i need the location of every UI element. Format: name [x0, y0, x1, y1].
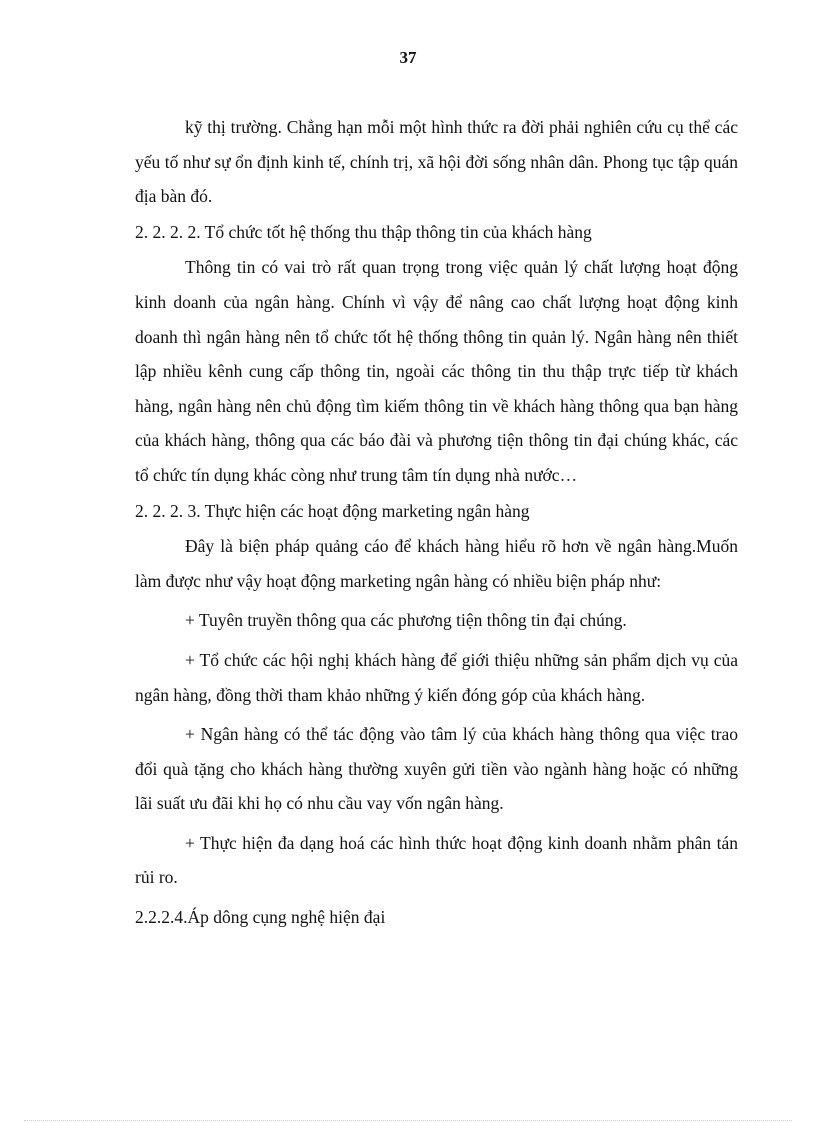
list-item-diversification: + Thực hiện đa dạng hoá các hình thức hoạt động kinh doanh nhằm phân tán rủi ro. [135, 832, 738, 888]
document-body [135, 110, 738, 936]
paragraph-marketing-intro: Đây là biện pháp quảng cáo để khách hàng hiểu rõ hơn về ngân hàng.Muốn làm được như vậy hoạt động marketing ngân hàng có nhiều biện pháp như: [135, 536, 738, 591]
section-heading-2-2-2-4: 2.2.2.4.Áp dông cụng nghệ hiện đại [135, 907, 386, 928]
paragraph-information-system: Thông tin có vai trò rất quan trọng trong việc quản lý chất lượng hoạt động kinh doanh của ngân hàng. Chính vì vậy để nâng cao chất lượng hoạt động kinh doanh thì ngân hàng nên tổ chức tốt hệ thống thông tin quản lý. Ngân hàng nên thiết lập nhiều kênh cung cấp thông tin, ngoài các thông tin thu thập trực tiếp từ khách hàng, ngân hàng nên chủ động tìm kiếm thông tin về khách hàng thông qua bạn hàng của khách hàng, thông qua các báo đài và phương tiện thông tin đại chúng khác, các tổ chức tín dụng khác còng như trung tâm tín dụng nhà nước… [135, 257, 738, 485]
paragraph-continuation: kỹ thị trường. Chẳng hạn mỗi một hình thức ra đời phải nghiên cứu cụ thể các yếu tố như sự ổn định kinh tế, chính trị, xã hội đời sống nhân dân. Phong tục tập quán địa bàn đó. [135, 117, 738, 207]
section-heading-2-2-2-2: 2. 2. 2. 2. Tổ chức tốt hệ thống thu thập thông tin của khách hàng [135, 221, 592, 242]
page-bottom-divider [24, 1120, 792, 1121]
list-item-conferences: + Tổ chức các hội nghị khách hàng để giới thiệu những sản phẩm dịch vụ của ngân hàng, đồng thời tham khảo những ý kiến đóng góp của khách hàng. [135, 649, 738, 705]
page-number: 37 [399, 48, 417, 67]
list-item-media: + Tuyên truyền thông qua các phương tiện thông tin đại chúng. [185, 610, 627, 631]
section-heading-2-2-2-3: 2. 2. 2. 3. Thực hiện các hoạt động marketing ngân hàng [135, 500, 530, 521]
list-item-psychology: + Ngân hàng có thể tác động vào tâm lý của khách hàng thông qua việc trao đổi quà tặng cho khách hàng thường xuyên gửi tiền vào ngành hàng hoặc có những lãi suất ưu đãi khi họ có nhu cầu vay vốn ngân hàng. [135, 724, 738, 814]
